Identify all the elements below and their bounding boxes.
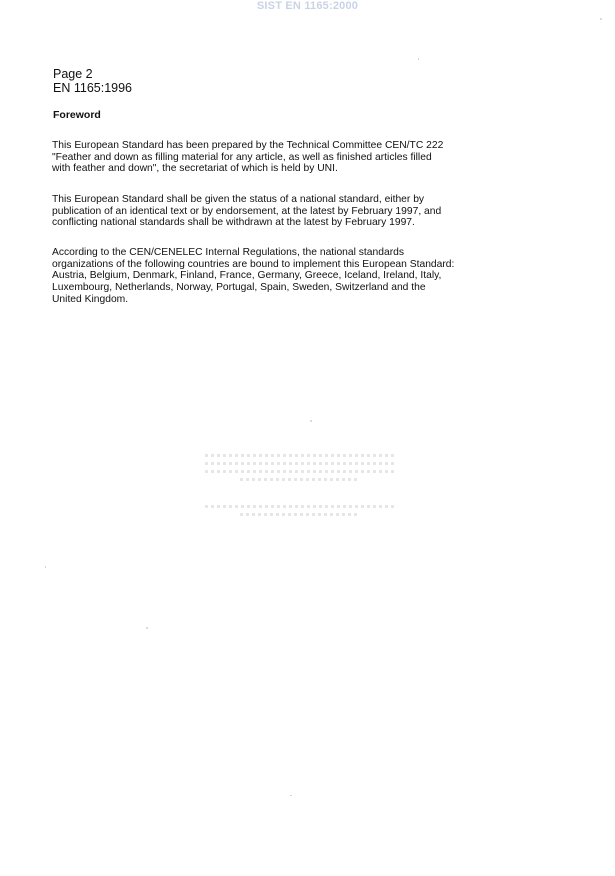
scan-artifact	[205, 505, 395, 508]
scan-speck	[600, 18, 602, 20]
scan-speck	[418, 58, 419, 60]
scan-artifact	[205, 470, 395, 473]
foreword-paragraph	[52, 247, 511, 306]
scan-speck	[45, 566, 46, 568]
text-line: According to the CEN/CENELEC Internal Regulations, the national standards	[52, 247, 405, 258]
page-number: Page 2	[53, 67, 93, 81]
text-line: conflicting national standards shall be withdrawn at the latest by February 1997.	[52, 217, 415, 229]
text-line: publication of an identical text or by endorsement, at the latest by February 1997, and	[52, 205, 442, 217]
text-line: "Feather and down as filling material for any article, as well as finished articles filled	[52, 151, 432, 163]
text-line: with feather and down", the secretariat of which is held by UNI.	[52, 163, 338, 175]
scan-artifact	[240, 478, 360, 481]
scan-speck	[310, 420, 312, 422]
section-heading: Foreword	[53, 109, 101, 121]
document-watermark: SIST EN 1165:2000	[256, 0, 359, 12]
text-line: Luxembourg, Netherlands, Norway, Portugal, Spain, Sweden, Switzerland and the	[52, 282, 426, 294]
scan-artifact	[240, 513, 360, 516]
foreword-paragraph	[52, 194, 511, 229]
scan-artifact	[205, 462, 395, 465]
text-line: organizations of the following countries are bound to implement this European Standard:	[52, 258, 455, 270]
text-line: United Kingdom.	[52, 293, 129, 305]
foreword-paragraph	[52, 140, 511, 175]
page-header	[53, 67, 132, 95]
document-id: EN 1165:1996	[53, 81, 132, 95]
text-line: This European Standard shall be given the status of a national standard, either by	[52, 194, 425, 205]
scan-speck	[290, 795, 292, 796]
text-line: Austria, Belgium, Denmark, Finland, France, Germany, Greece, Iceland, Ireland, Italy,	[52, 270, 442, 282]
scan-speck	[146, 627, 148, 629]
text-line: This European Standard has been prepared by the Technical Committee CEN/TC 222	[52, 140, 444, 151]
scan-artifact	[205, 454, 395, 457]
